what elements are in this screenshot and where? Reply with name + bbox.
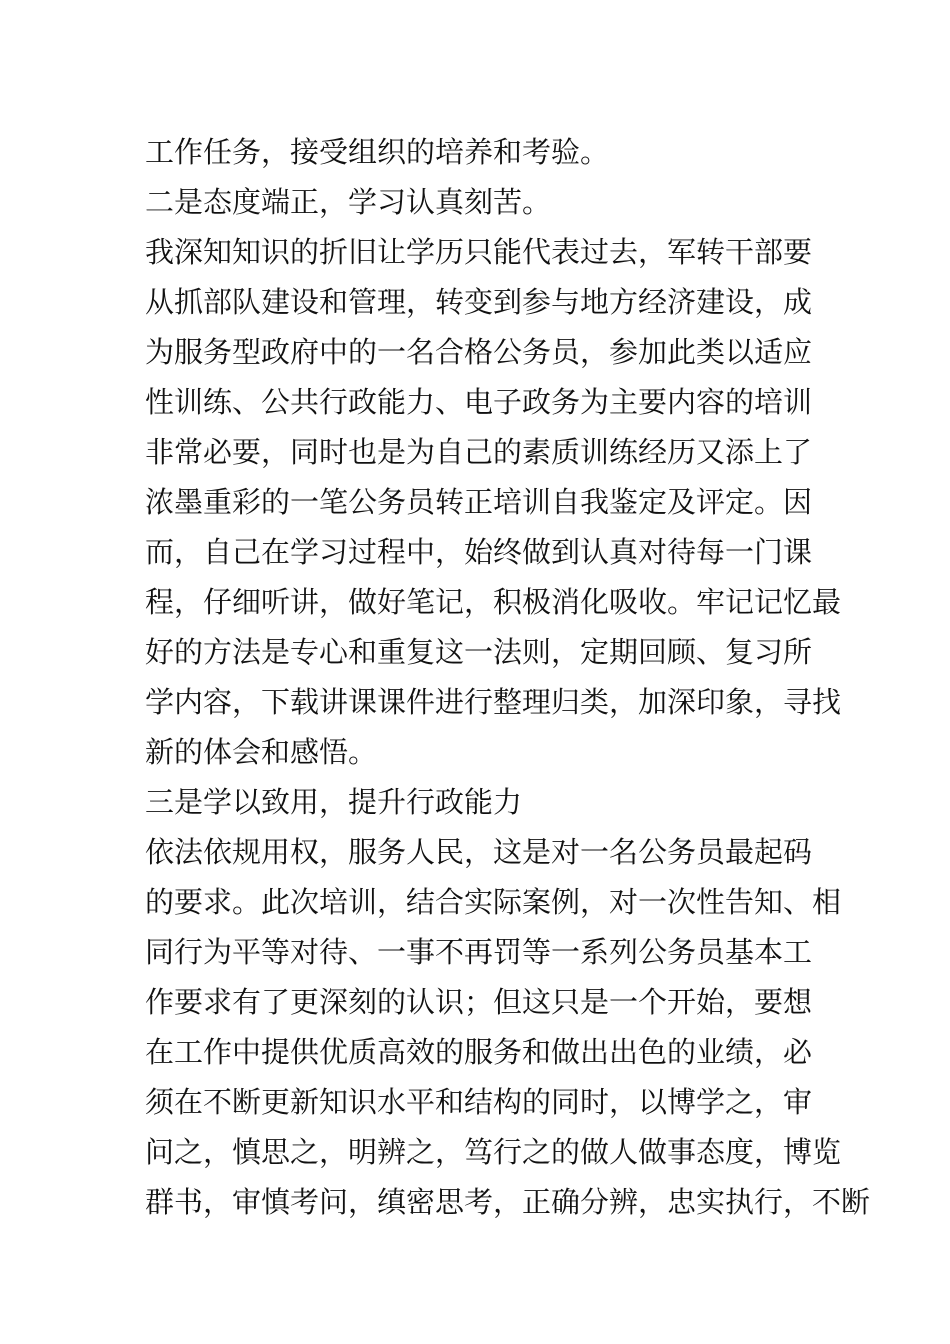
text-line: 群书，审慎考问，缜密思考，正确分辨，忠实执行，不断 [145, 1185, 871, 1219]
text-line: 浓墨重彩的一笔公务员转正培训自我鉴定及评定。因 [145, 485, 813, 519]
text-line: 非常必要，同时也是为自己的素质训练经历又添上了 [145, 435, 813, 469]
text-line: 而，自己在学习过程中，始终做到认真对待每一门课 [145, 535, 813, 569]
text-line: 学内容，下载讲课课件进行整理归类，加深印象，寻找 [145, 685, 842, 719]
text-line: 性训练、公共行政能力、电子政务为主要内容的培训 [145, 385, 813, 419]
text-line: 好的方法是专心和重复这一法则，定期回顾、复习所 [145, 635, 813, 669]
text-line: 程，仔细听讲，做好笔记，积极消化吸收。牢记记忆最 [145, 585, 842, 619]
text-line: 的要求。此次培训，结合实际案例，对一次性告知、相 [145, 885, 842, 919]
text-line: 须在不断更新知识水平和结构的同时，以博学之，审 [145, 1085, 813, 1119]
text-line: 依法依规用权，服务人民，这是对一名公务员最起码 [145, 835, 813, 869]
text-line: 为服务型政府中的一名合格公务员，参加此类以适应 [145, 335, 813, 369]
heading-line: 二是态度端正，学习认真刻苦。 [145, 185, 552, 219]
text-line: 同行为平等对待、一事不再罚等一系列公务员基本工 [145, 935, 813, 969]
heading-line: 三是学以致用，提升行政能力 [145, 785, 523, 819]
text-line: 从抓部队建设和管理，转变到参与地方经济建设，成 [145, 285, 813, 319]
text-line: 在工作中提供优质高效的服务和做出出色的业绩，必 [145, 1035, 813, 1069]
text-line: 作要求有了更深刻的认识；但这只是一个开始，要想 [145, 985, 813, 1019]
text-line: 新的体会和感悟。 [145, 735, 378, 769]
text-line: 工作任务，接受组织的培养和考验。 [145, 135, 610, 169]
text-line: 我深知知识的折旧让学历只能代表过去，军转干部要 [145, 235, 813, 269]
text-line: 问之，慎思之，明辨之，笃行之的做人做事态度，博览 [145, 1135, 842, 1169]
